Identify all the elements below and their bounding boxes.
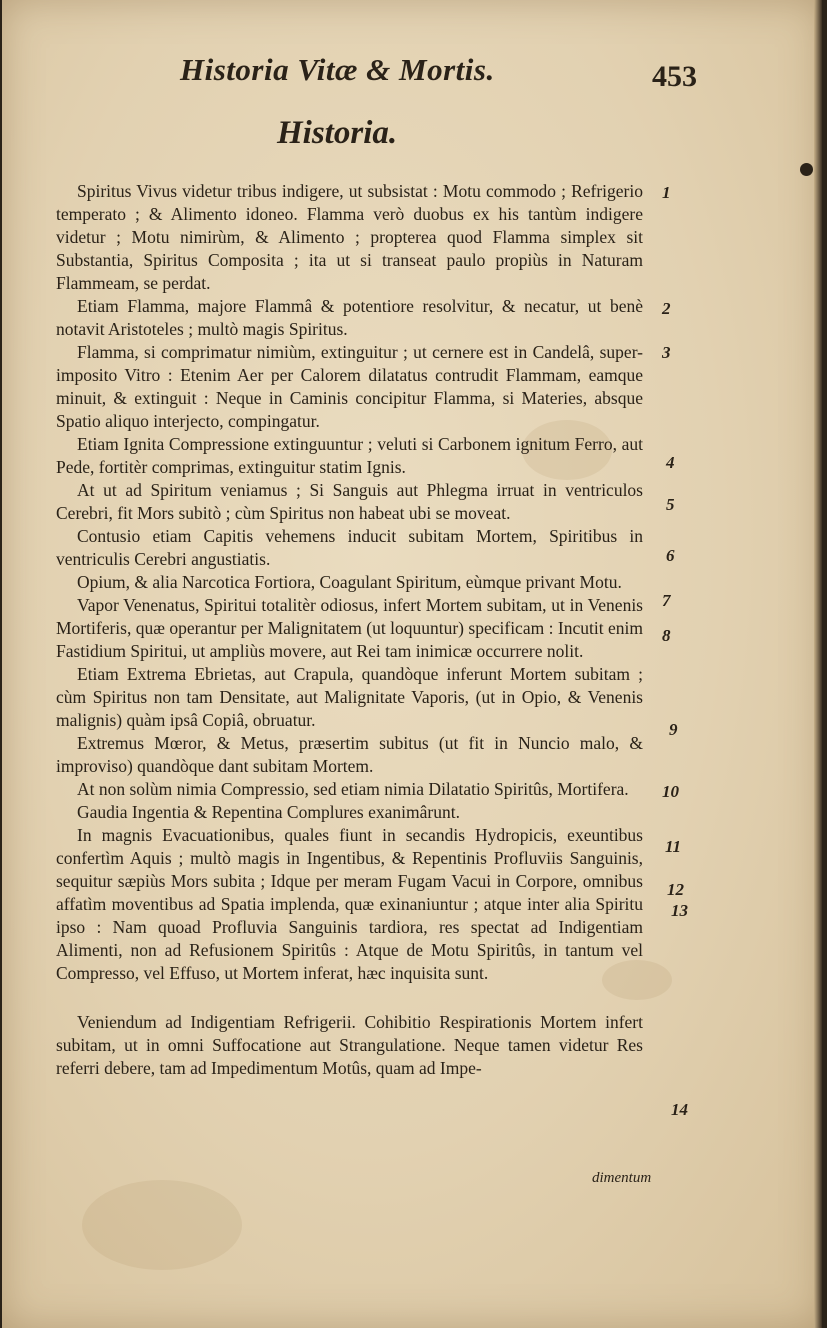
margin-number: 14 xyxy=(671,1100,688,1119)
paragraph-11: At non solùm nimia Compressio, sed etiam nimia Dilatatio Spiritûs, Mortifera. xyxy=(77,779,629,799)
page-number: 453 xyxy=(652,60,697,93)
margin-number: 4 xyxy=(666,453,675,472)
paragraph-8: Vapor Venenatus, Spiritui totalitèr odiosus, infert Mortem subitam, ut in Venenis Mortiferis, quæ operantur per Malignitatem (ut loquuntur) specificam : Incutit enim Fastidium Spiritui, ut ampliùs movere, aut Rei tam inimicæ occurrere nolit. xyxy=(56,595,643,661)
paragraph-6: Contusio etiam Capitis vehemens inducit subitam Mortem, Spiritibus in ventriculis Cerebri angustiatis. xyxy=(56,526,643,569)
paragraph-10: Extremus Mœror, & Metus, præsertim subitus (ut fit in Nuncio malo, & improviso) quandòque dant subitam Mortem. xyxy=(56,733,643,776)
paragraph-13: In magnis Evacuationibus, quales fiunt in secandis Hydropicis, exeuntibus confertìm Aquis ; multò magis in Ingentibus, & Repentinis Profluviis Sanguinis, sequitur sæpiùs Mors subita ; Idque per meram Fugam Vacui in Corpore, omnibus affatìm moventibus ad Spatia implenda, quæ exinaniuntur ; atque inter alia Spiritu ipso : Nam quoad Profluvia Sanguinis tardiora, res spectat ad Indigentiam Alimenti, non ad Refusionem Spiritûs : Atque de Motu Spiritûs, in tantum vel Compresso, vel Effuso, ut Mortem inferat, hæc inquisita sunt. xyxy=(56,825,643,983)
margin-number: 12 xyxy=(667,880,684,899)
catchword: dimentum xyxy=(592,1170,652,1186)
paragraph-3: Flamma, si comprimatur nimiùm, extinguitur ; ut cernere est in Candelâ, super-imposito Vitro : Etenim Aer per Calorem dilatatus contrudit Flammam, eamque minuit, & extinguit : Neque in Caminis concipitur Flamma, si Materies, absque Spatio aliquo interjecto, compingatur. xyxy=(56,342,643,431)
section-title: Historia. xyxy=(277,115,398,151)
margin-number: 2 xyxy=(662,299,671,318)
running-head: Historia Vitæ & Mortis. xyxy=(180,52,495,87)
book-page xyxy=(2,0,822,1328)
paragraph-9: Etiam Extrema Ebrietas, aut Crapula, quandòque inferunt Mortem subitam ; cùm Spiritus non tam Densitate, aut Malignitate Vaporis, (ut in Opio, & Venenis malignis) quàm ipsâ Copiâ, obruatur. xyxy=(56,664,643,730)
margin-number: 11 xyxy=(665,837,682,856)
paragraph-7: Opium, & alia Narcotica Fortiora, Coagulant Spiritum, eùmque privant Motu. xyxy=(77,572,622,592)
page-edge xyxy=(814,0,822,1328)
margin-number: 6 xyxy=(666,546,675,565)
paragraph-5: At ut ad Spiritum veniamus ; Si Sanguis aut Phlegma irruat in ventriculos Cerebri, fit Mors subitò ; cùm Spiritus non habeat ubi se moveat. xyxy=(56,480,643,523)
margin-number: 13 xyxy=(671,901,688,920)
margin-number: 3 xyxy=(662,343,671,362)
ink-blot xyxy=(800,163,813,176)
paper-stain xyxy=(82,1180,242,1270)
margin-number: 9 xyxy=(669,720,678,739)
margin-number: 5 xyxy=(666,495,675,514)
paragraph-4: Etiam Ignita Compressione extinguuntur ; veluti si Carbonem ignitum Ferro, aut Pede, fortitèr comprimas, extinguitur statim Ignis. xyxy=(56,434,643,477)
margin-number: 7 xyxy=(662,591,671,610)
margin-number: 8 xyxy=(662,626,671,645)
paragraph-1: Spiritus Vivus videtur tribus indigere, ut subsistat : Motu commodo ; Refrigerio temperato ; & Alimento idoneo. Flamma verò duobus ex his tantùm indigere videtur ; Motu nimirùm, & Alimento ; propterea quod Flamma simplex sit Substantia, Spiritus Composita ; ita ut si transeat paulo propiùs in Naturam Flammeam, se perdat. xyxy=(56,181,643,293)
paragraph-12: Gaudia Ingentia & Repentina Complures exanimârunt. xyxy=(77,802,460,822)
margin-number: 10 xyxy=(662,782,679,801)
paragraph-14: Veniendum ad Indigentiam Refrigerii. Cohibitio Respirationis Mortem infert subitam, ut in omni Suffocatione aut Strangulatione. Neque tamen videtur Res referri debere, tam ad Impedimentum Motûs, quam ad Impe- xyxy=(56,1012,643,1078)
paragraph-2: Etiam Flamma, majore Flammâ & potentiore resolvitur, & necatur, ut benè notavit Aristoteles ; multò magis Spiritus. xyxy=(56,296,643,339)
margin-number: 1 xyxy=(662,183,671,202)
body-text xyxy=(56,180,643,1080)
